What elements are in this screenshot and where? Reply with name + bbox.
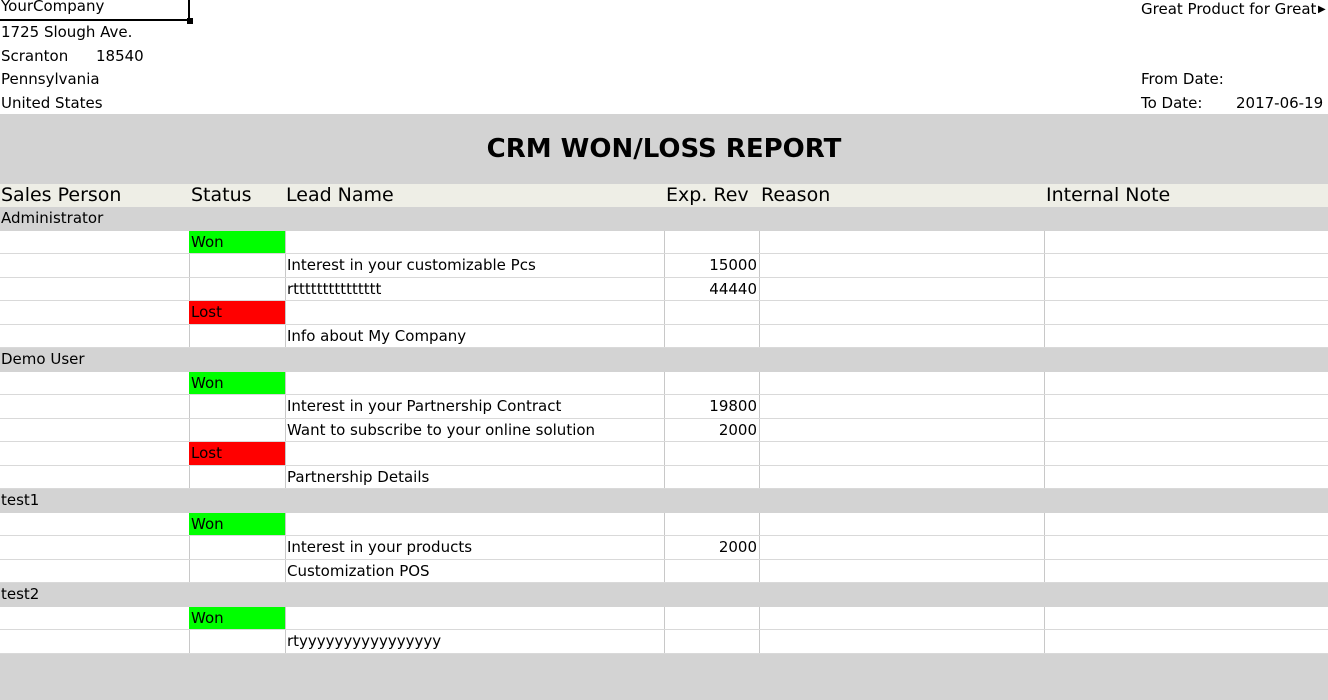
cell-status[interactable]: Won — [189, 607, 285, 630]
cell-internal-note[interactable] — [1044, 466, 1328, 489]
col-sales-person: Sales Person — [1, 184, 122, 206]
cell-internal-note[interactable] — [1044, 513, 1328, 536]
cell-lead-name[interactable]: Want to subscribe to your online solution — [285, 419, 664, 442]
cell-internal-note[interactable] — [1044, 231, 1328, 254]
cell-status[interactable] — [189, 254, 285, 277]
table-row — [0, 536, 1328, 560]
status-row — [0, 301, 1328, 325]
status-row — [0, 372, 1328, 396]
cell-lead-name[interactable] — [285, 301, 664, 324]
cell-exp-rev[interactable] — [664, 607, 759, 630]
company-name: YourCompany — [1, 0, 105, 15]
cell-reason[interactable] — [759, 513, 1044, 536]
table-row — [0, 630, 1328, 654]
cell-status[interactable] — [189, 560, 285, 583]
cell-lead-name[interactable]: Partnership Details — [285, 466, 664, 489]
from-date-label: From Date: — [1141, 70, 1224, 88]
status-row — [0, 442, 1328, 466]
cell-reason[interactable] — [759, 278, 1044, 301]
cell-exp-rev[interactable]: 2000 — [664, 536, 759, 559]
cell-lead-name[interactable]: rtyyyyyyyyyyyyyyyy — [285, 630, 664, 653]
cell-reason[interactable] — [759, 607, 1044, 630]
cell-sales-person[interactable] — [0, 607, 189, 630]
group-row — [0, 348, 1328, 372]
cell-internal-note[interactable] — [1044, 372, 1328, 395]
table-row — [0, 419, 1328, 443]
col-internal-note: Internal Note — [1046, 184, 1171, 206]
col-lead-name: Lead Name — [286, 184, 394, 206]
table-row — [0, 466, 1328, 490]
company-country: United States — [1, 94, 103, 112]
cell-internal-note[interactable] — [1044, 560, 1328, 583]
cell-internal-note[interactable] — [1044, 419, 1328, 442]
sales-person-name: Administrator — [1, 209, 104, 227]
company-name-cell[interactable] — [0, 0, 190, 21]
table-row — [0, 325, 1328, 349]
cell-reason[interactable] — [759, 560, 1044, 583]
cell-exp-rev[interactable]: 15000 — [664, 254, 759, 277]
cell-sales-person[interactable] — [0, 560, 189, 583]
cell-reason[interactable] — [759, 395, 1044, 418]
to-date-value: 2017-06-19 — [1236, 94, 1324, 112]
cell-lead-name[interactable] — [285, 607, 664, 630]
cell-reason[interactable] — [759, 442, 1044, 465]
cell-exp-rev[interactable] — [664, 630, 759, 653]
to-date-label: To Date: — [1141, 94, 1203, 112]
cell-status[interactable] — [189, 325, 285, 348]
sales-person-name: Demo User — [1, 350, 85, 368]
cell-internal-note[interactable] — [1044, 254, 1328, 277]
cell-internal-note[interactable] — [1044, 278, 1328, 301]
cell-lead-name[interactable] — [285, 231, 664, 254]
cell-exp-rev[interactable]: 44440 — [664, 278, 759, 301]
group-row — [0, 583, 1328, 607]
table-row — [0, 278, 1328, 302]
cell-status[interactable]: Won — [189, 513, 285, 536]
sales-person-name: test2 — [1, 585, 40, 603]
group-row — [0, 207, 1328, 231]
cell-sales-person[interactable] — [0, 536, 189, 559]
company-street: 1725 Slough Ave. — [1, 23, 133, 41]
overflow-arrow-icon: ▶ — [1318, 4, 1326, 15]
cell-fill-handle[interactable] — [187, 18, 193, 24]
cell-status[interactable] — [189, 278, 285, 301]
cell-status[interactable]: Won — [189, 231, 285, 254]
cell-sales-person[interactable] — [0, 325, 189, 348]
cell-internal-note[interactable] — [1044, 301, 1328, 324]
cell-sales-person[interactable] — [0, 254, 189, 277]
cell-sales-person[interactable] — [0, 278, 189, 301]
cell-exp-rev[interactable]: 19800 — [664, 395, 759, 418]
table-row — [0, 254, 1328, 278]
cell-status[interactable]: Lost — [189, 442, 285, 465]
company-state: Pennsylvania — [1, 70, 100, 88]
cell-status[interactable] — [189, 536, 285, 559]
cell-exp-rev[interactable]: 2000 — [664, 419, 759, 442]
cell-internal-note[interactable] — [1044, 607, 1328, 630]
report-title: CRM WON/LOSS REPORT — [486, 134, 842, 164]
cell-sales-person[interactable] — [0, 466, 189, 489]
table-row — [0, 560, 1328, 584]
cell-sales-person[interactable] — [0, 301, 189, 324]
cell-internal-note[interactable] — [1044, 395, 1328, 418]
col-exp-rev: Exp. Rev — [666, 184, 749, 206]
status-row — [0, 513, 1328, 537]
cell-internal-note[interactable] — [1044, 536, 1328, 559]
cell-status[interactable] — [189, 630, 285, 653]
cell-lead-name[interactable]: Customization POS — [285, 560, 664, 583]
cell-exp-rev[interactable] — [664, 466, 759, 489]
cell-sales-person[interactable] — [0, 442, 189, 465]
cell-status[interactable] — [189, 395, 285, 418]
cell-internal-note[interactable] — [1044, 325, 1328, 348]
column-header-row — [0, 184, 1328, 207]
cell-exp-rev[interactable] — [664, 560, 759, 583]
cell-reason[interactable] — [759, 254, 1044, 277]
cell-exp-rev[interactable] — [664, 325, 759, 348]
cell-status[interactable]: Won — [189, 372, 285, 395]
group-row — [0, 489, 1328, 513]
cell-sales-person[interactable] — [0, 395, 189, 418]
cell-lead-name[interactable]: Info about My Company — [285, 325, 664, 348]
cell-status[interactable]: Lost — [189, 301, 285, 324]
cell-exp-rev[interactable] — [664, 372, 759, 395]
cell-lead-name[interactable]: Interest in your products — [285, 536, 664, 559]
cell-lead-name[interactable]: rttttttttttttttt — [285, 278, 664, 301]
company-city: Scranton — [1, 47, 69, 65]
table-row — [0, 395, 1328, 419]
cell-status[interactable] — [189, 419, 285, 442]
cell-sales-person[interactable] — [0, 419, 189, 442]
cell-sales-person[interactable] — [0, 372, 189, 395]
cell-reason[interactable] — [759, 372, 1044, 395]
cell-exp-rev[interactable] — [664, 513, 759, 536]
cell-internal-note[interactable] — [1044, 630, 1328, 653]
cell-reason[interactable] — [759, 301, 1044, 324]
sales-person-name: test1 — [1, 491, 40, 509]
cell-reason[interactable] — [759, 325, 1044, 348]
cell-lead-name[interactable] — [285, 442, 664, 465]
status-row — [0, 231, 1328, 255]
cell-status[interactable] — [189, 466, 285, 489]
cell-reason[interactable] — [759, 231, 1044, 254]
cell-reason[interactable] — [759, 630, 1044, 653]
cell-reason[interactable] — [759, 536, 1044, 559]
footer-band — [0, 654, 1328, 700]
cell-internal-note[interactable] — [1044, 442, 1328, 465]
company-zip: 18540 — [96, 47, 144, 65]
status-row — [0, 607, 1328, 631]
cell-reason[interactable] — [759, 419, 1044, 442]
tagline: Great Product for Great — [1141, 0, 1317, 18]
cell-lead-name[interactable]: Interest in your Partnership Contract — [285, 395, 664, 418]
cell-exp-rev[interactable] — [664, 442, 759, 465]
cell-lead-name[interactable] — [285, 513, 664, 536]
col-status: Status — [191, 184, 252, 206]
cell-exp-rev[interactable] — [664, 231, 759, 254]
cell-lead-name[interactable] — [285, 372, 664, 395]
cell-reason[interactable] — [759, 466, 1044, 489]
cell-sales-person[interactable] — [0, 231, 189, 254]
cell-sales-person[interactable] — [0, 513, 189, 536]
cell-sales-person[interactable] — [0, 630, 189, 653]
cell-lead-name[interactable]: Interest in your customizable Pcs — [285, 254, 664, 277]
cell-exp-rev[interactable] — [664, 301, 759, 324]
col-reason: Reason — [761, 184, 831, 206]
